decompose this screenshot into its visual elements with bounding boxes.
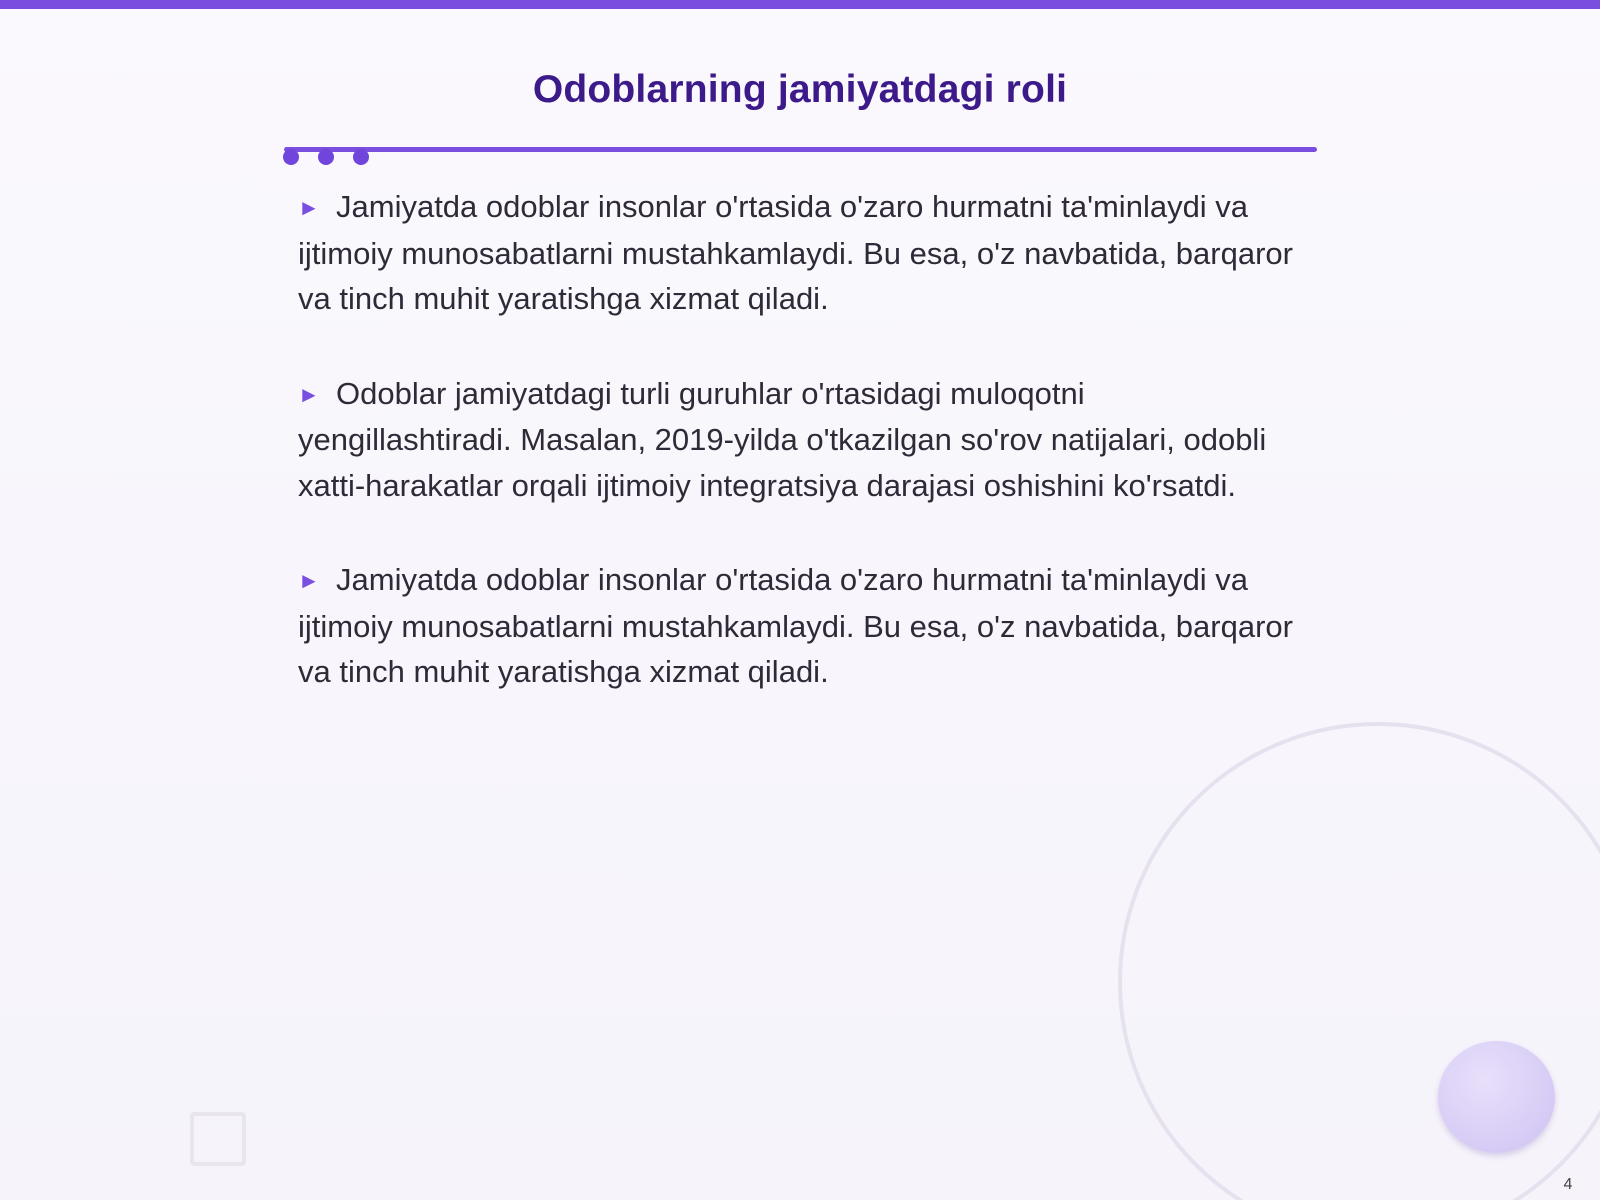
page-number: 4 bbox=[1563, 1176, 1573, 1193]
triangle-bullet-icon: ► bbox=[298, 381, 320, 407]
paragraph-text: Jamiyatda odoblar insonlar o'rtasida o'zaro hurmatni ta'minlaydi va ijtimoiy munosabatlarni mustahkamlaydi. Bu esa, o'z navbatida, barqaror va tinch muhit yaratishga xizmat qiladi. bbox=[298, 189, 1293, 316]
decorative-dot bbox=[318, 149, 334, 165]
slide-content bbox=[298, 184, 1298, 744]
bullet-paragraph-1 bbox=[298, 184, 1298, 322]
triangle-bullet-icon: ► bbox=[298, 568, 320, 593]
bullet-paragraph-2 bbox=[298, 371, 1298, 509]
slide-title: Odoblarning jamiyatdagi roli bbox=[532, 68, 1068, 111]
triangle-bullet-icon: ► bbox=[298, 195, 320, 220]
top-accent-bar bbox=[0, 0, 1600, 9]
decorative-dot bbox=[283, 149, 299, 165]
bullet-paragraph-3 bbox=[298, 557, 1298, 695]
title-underline bbox=[284, 147, 1317, 152]
paragraph-text: Jamiyatda odoblar insonlar o'rtasida o'zaro hurmatni ta'minlaydi va ijtimoiy munosabatlarni mustahkamlaydi. Bu esa, o'z navbatida, barqaror va tinch muhit yaratishga xizmat qiladi. bbox=[298, 562, 1293, 689]
decorative-sphere bbox=[1438, 1041, 1555, 1153]
paragraph-text: Odoblar jamiyatdagi turli guruhlar o'rtasidagi muloqotni yengillashtiradi. Masalan, 2019-yilda o'tkazilgan so'rov natijalari, odobli xatti-harakatlar orqali ijtimoiy integratsiya darajasi oshishini ko'rsatdi. bbox=[298, 375, 1267, 503]
decorative-dot bbox=[353, 149, 369, 165]
decorative-square bbox=[190, 1112, 246, 1166]
